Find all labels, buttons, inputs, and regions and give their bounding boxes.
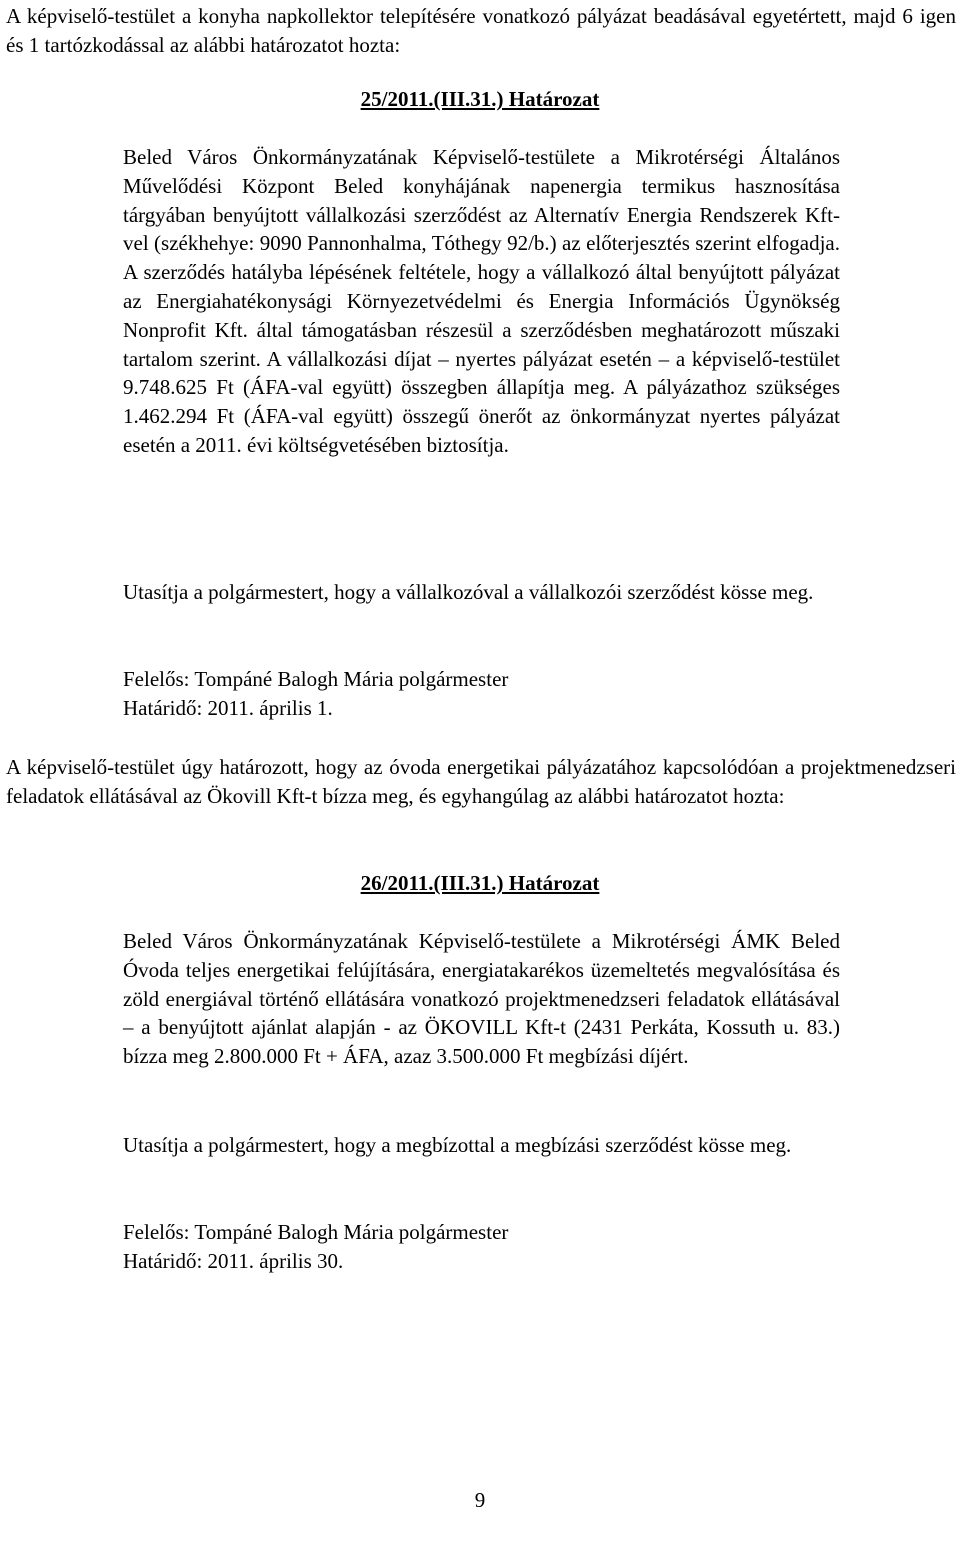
intro-paragraph-2: A képviselő-testület úgy határozott, hogy az óvoda energetikai pályázatához kapcsolódóan a projektmenedzseri feladatok ellátásával az Ökovill Kft-t bízza meg, és egyhangúlag az alábbi határozatot hozta:: [6, 755, 956, 808]
resolution-instruction-26: Utasítja a polgármestert, hogy a megbízottal a megbízási szerződést kösse meg.: [123, 1133, 792, 1157]
responsible-person-25: Felelős: Tompáné Balogh Mária polgármester: [123, 667, 509, 691]
page-number: 9: [474, 1488, 486, 1512]
resolution-body-26: Beled Város Önkormányzatának Képviselő-testülete a Mikrotérségi ÁMK Beled Óvoda teljes energetikai felújítására, energiatakarékos üzemeltetés megvalósítása és zöld energiával történő ellátására vonatkozó projektmenedzseri feladatok ellátásával – a benyújtott ajánlat alapján - az ÖKOVILL Kft-t (2431 Perkáta, Kossuth u. 83.) bízza meg 2.800.000 Ft + ÁFA, azaz 3.500.000 Ft megbízási díjért.: [123, 929, 840, 1069]
resolution-title-25: 25/2011.(III.31.) Határozat: [360, 87, 600, 111]
resolution-responsibility-25: [123, 665, 840, 723]
deadline-26: Határidő: 2011. április 30.: [123, 1248, 344, 1273]
resolution-responsibility-26: [123, 1218, 840, 1276]
resolution-body-25: Beled Város Önkormányzatának Képviselő-testülete a Mikrotérségi Általános Művelődési Központ Beled konyhájának napenergia termikus hasznosítása tárgyában benyújtott vállalkozási szerződést az Alternatív Energia Rendszerek Kft-vel (székhehye: 9090 Pannonhalma, Tóthegy 92/b.) az előterjesztés szerint elfogadja. A szerződés hatályba lépésének feltétele, hogy a vállalkozó által benyújtott pályázat az Energiahatékonysági Környezetvédelmi és Energia Információs Ügynökség Nonprofit Kft. által támogatásban részesül a szerződésben meghatározott műszaki tartalom szerint. A vállalkozási díjat – nyertes pályázat esetén – a képviselő-testület 9.748.625 Ft (ÁFA-val együtt) összegben állapítja meg. A pályázathoz szükséges 1.462.294 Ft (ÁFA-val együtt) összegű önerőt az önkormányzat nyertes pályázat esetén a 2011. évi költségvetésében biztosítja.: [123, 145, 840, 457]
intro-paragraph-1: A képviselő-testület a konyha napkollektor telepítésére vonatkozó pályázat beadásával egyetértett, majd 6 igen és 1 tartózkodással az alábbi határozatot hozta:: [6, 4, 956, 57]
resolution-title-26: 26/2011.(III.31.) Határozat: [360, 871, 600, 895]
deadline-25: Határidő: 2011. április 1.: [123, 695, 333, 720]
resolution-instruction-25: Utasítja a polgármestert, hogy a vállalkozóval a vállalkozói szerződést kösse meg.: [123, 580, 814, 604]
responsible-person-26: Felelős: Tompáné Balogh Mária polgármester: [123, 1220, 509, 1244]
